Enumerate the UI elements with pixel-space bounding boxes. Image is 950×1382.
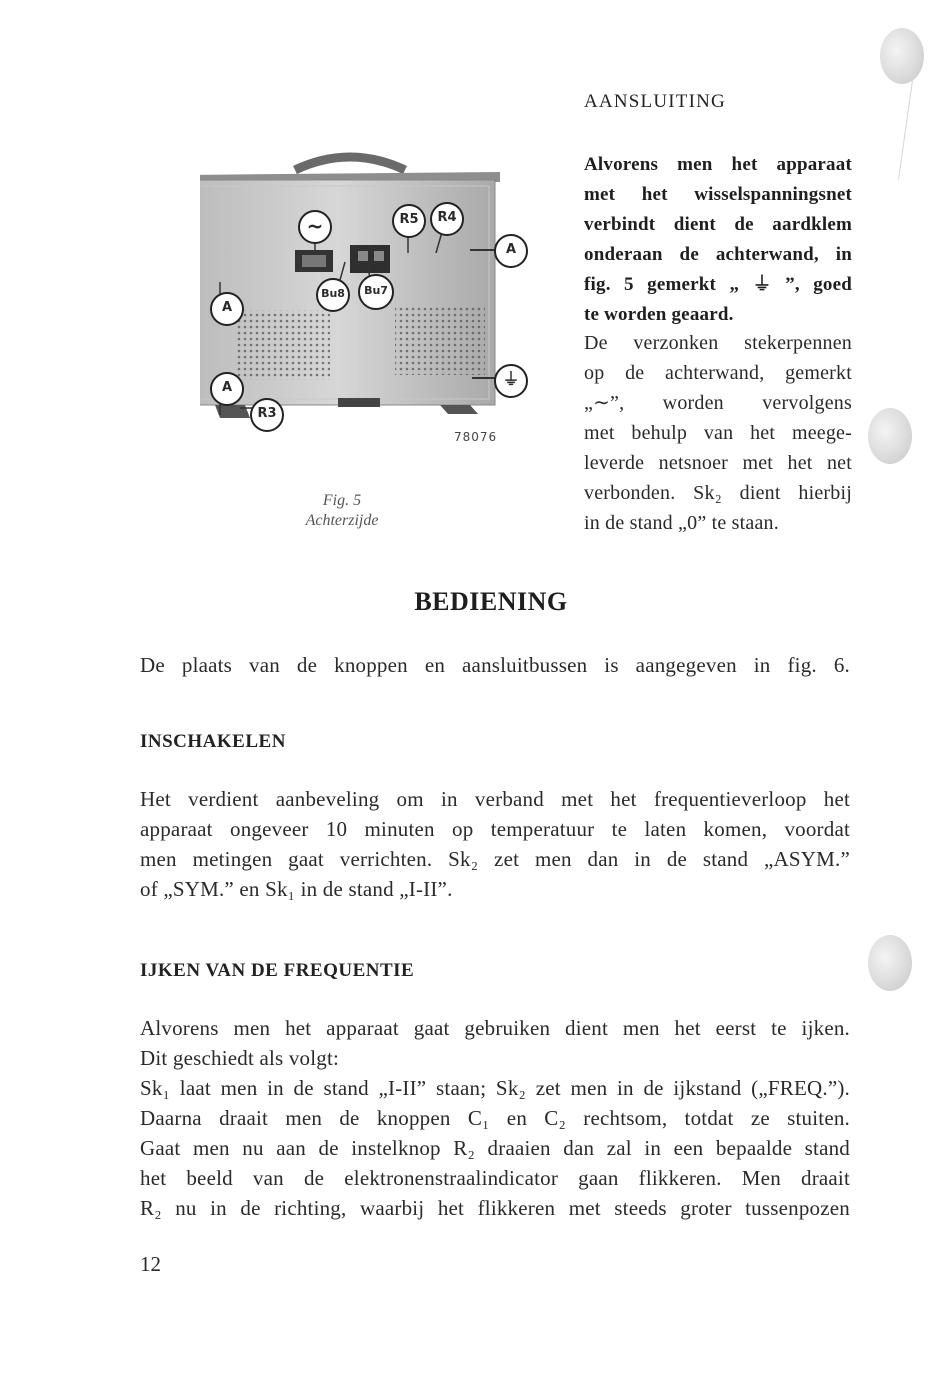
binder-hole-bottom [868,935,912,991]
binder-hole-middle [868,408,912,464]
figure-caption-number: Fig. 5 [322,492,362,509]
text-line: onderaan de achterwand, in [584,244,852,265]
figure-number: 78076 [454,430,498,444]
page-number: 12 [140,1252,161,1276]
inschakelen-text [140,784,850,904]
callout-bu7: Bu7 [358,274,394,310]
page-edge-mark [898,80,913,179]
text-line: verbonden. Sk₂ dient hierbij [584,482,852,504]
binder-hole-top [880,28,924,84]
text-line: of „SYM.” en Sk₁ in de stand „I-II”. [140,877,453,901]
callout-a-left: A [210,292,244,326]
callout-bu8: Bu8 [316,278,350,312]
text-line: R₂ nu in de richting, waarbij het flikkeren met steeds groter tussenpozen [140,1196,850,1220]
text-line: verbindt dient de aardklem [584,214,852,235]
text-line: met het wisselspanningsnet [584,184,852,205]
text-line: „∼”, worden vervolgens [584,392,852,414]
callout-a-left-lower: A [210,372,244,406]
text-line: De verzonken stekerpennen [584,332,852,354]
callout-ground-icon: ⏚ [494,364,528,398]
text-line: Alvorens men het apparaat gaat gebruiken dient men het eerst te ijken. [140,1016,850,1040]
text-line: fig. 5 gemerkt „ ⏚ ”, goed [584,274,852,295]
text-line: Dit geschiedt als volgt: [140,1046,340,1070]
text-line: Het verdient aanbeveling om in verband met het frequentieverloop het [140,787,850,811]
callout-a-right: A [494,234,528,268]
section-title-bediening: BEDIENING [414,587,568,616]
text-line: op de achterwand, gemerkt [584,362,852,384]
text-line: te worden geaard. [584,304,734,325]
text-line: leverde netsnoer met het net [584,452,852,474]
section-title-ijken: IJKEN VAN DE FREQUENTIE [140,960,415,981]
text-line: Sk₁ laat men in de stand „I-II” staan; Sk₂ zet men in de ijkstand („FREQ.”). [140,1076,850,1100]
text-line: apparaat ongeveer 10 minuten op temperatuur te laten komen, voordat [140,817,850,841]
callout-r5: R5 [392,204,426,238]
section-title-aansluiting: AANSLUITING [584,91,726,112]
aansluiting-bold-text [584,150,852,330]
callout-mains-tilde: ~ [298,210,332,244]
callout-r4: R4 [430,202,464,236]
section-title-inschakelen: INSCHAKELEN [140,731,286,752]
text-line: het beeld van de elektronenstraalindicator gaan flikkeren. Men draait [140,1166,850,1190]
text-line: men metingen gaat verrichten. Sk₂ zet men dan in de stand „ASYM.” [140,847,850,871]
text-line: Daarna draait men de knoppen C₁ en C₂ rechtsom, totdat ze stuiten. [140,1106,850,1130]
aansluiting-body-text [584,328,852,538]
ijken-text [140,1013,850,1223]
text-line: Alvorens men het apparaat [584,154,852,175]
figure-rear-view [200,150,530,450]
text-line: met behulp van het meege- [584,422,852,444]
text-line: Gaat men nu aan de instelknop R₂ draaien dan zal in een bepaalde stand [140,1136,850,1160]
callout-r3: R3 [250,398,284,432]
text-line: in de stand „0” te staan. [584,512,779,534]
bediening-intro: De plaats van de knoppen en aansluitbussen is aangegeven in fig. 6. [140,653,850,677]
figure-caption-title: Achterzijde [305,512,379,529]
